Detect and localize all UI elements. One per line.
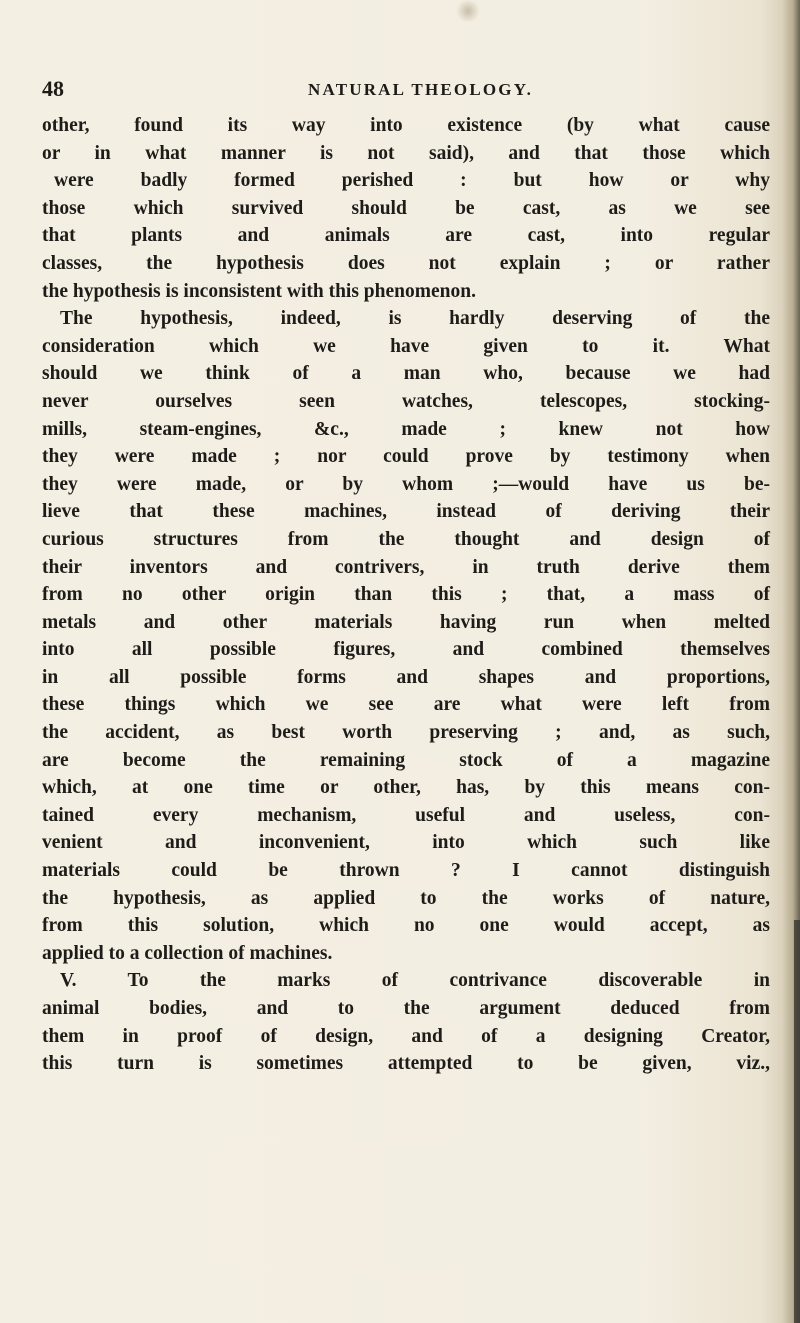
text-line: tained every mechanism, useful and useless, con- bbox=[42, 804, 770, 826]
text-line: other, found its way into existence (by what cause bbox=[42, 115, 770, 136]
text-line: animal bodies, and to the argument deduced from bbox=[42, 998, 770, 1019]
ink-blot bbox=[455, 0, 481, 22]
text-line: their inventors and contrivers, in truth derive them bbox=[42, 556, 770, 578]
text-line: materials could be thrown ? I cannot distinguish bbox=[42, 860, 770, 882]
text-line: they were made ; nor could prove by testimony when bbox=[42, 446, 770, 468]
page-header bbox=[42, 76, 762, 104]
page-number: 48 bbox=[42, 76, 64, 101]
text-line: from no other origin than this ; that, a mass of bbox=[42, 584, 770, 606]
text-line: venient and inconvenient, into which such like bbox=[42, 832, 770, 854]
text-line: from this solution, which no one would accept, as bbox=[42, 915, 770, 937]
text-line: metals and other materials having run when melted bbox=[42, 611, 770, 633]
text-line: the hypothesis is inconsistent with this phenomenon. bbox=[42, 280, 476, 302]
text-line: curious structures from the thought and design of bbox=[42, 528, 770, 550]
text-line: were badly formed perished : but how or why bbox=[54, 170, 770, 192]
text-line: which, at one time or other, has, by this means con- bbox=[42, 777, 770, 799]
text-line: lieve that these machines, instead of deriving their bbox=[42, 501, 770, 523]
text-line: never ourselves seen watches, telescopes, stocking- bbox=[42, 390, 770, 412]
text-line: the hypothesis, as applied to the works of nature, bbox=[42, 887, 770, 909]
text-line: or in what manner is not said), and that those which bbox=[42, 142, 770, 164]
text-line: these things which we see are what were left from bbox=[42, 694, 770, 716]
text-line: them in proof of design, and of a designing Creator, bbox=[42, 1025, 770, 1047]
text-line: that plants and animals are cast, into regular bbox=[42, 225, 770, 247]
text-line: consideration which we have given to it. What bbox=[42, 335, 770, 357]
text-line: V. To the marks of contrivance discoverable in bbox=[60, 970, 770, 992]
running-head: NATURAL THEOLOGY. bbox=[308, 80, 534, 99]
text-line: they were made, or by whom ;—would have us be- bbox=[42, 473, 770, 495]
binding-edge bbox=[794, 920, 800, 1323]
body-text bbox=[42, 112, 770, 1078]
text-line: applied to a collection of machines. bbox=[42, 942, 333, 964]
text-line: should we think of a man who, because we had bbox=[42, 363, 770, 385]
text-line: in all possible forms and shapes and proportions, bbox=[42, 666, 770, 688]
text-line: are become the remaining stock of a magazine bbox=[42, 749, 770, 771]
text-line: mills, steam-engines, &c., made ; knew not how bbox=[42, 418, 770, 440]
text-line: into all possible figures, and combined themselves bbox=[42, 639, 770, 661]
text-line: the accident, as best worth preserving ; and, as such, bbox=[42, 722, 770, 744]
text-line: those which survived should be cast, as we see bbox=[42, 197, 770, 219]
text-line: this turn is sometimes attempted to be given, viz., bbox=[42, 1053, 770, 1075]
text-line: The hypothesis, indeed, is hardly deserving of the bbox=[60, 308, 770, 330]
text-line: classes, the hypothesis does not explain ; or rather bbox=[42, 252, 770, 274]
